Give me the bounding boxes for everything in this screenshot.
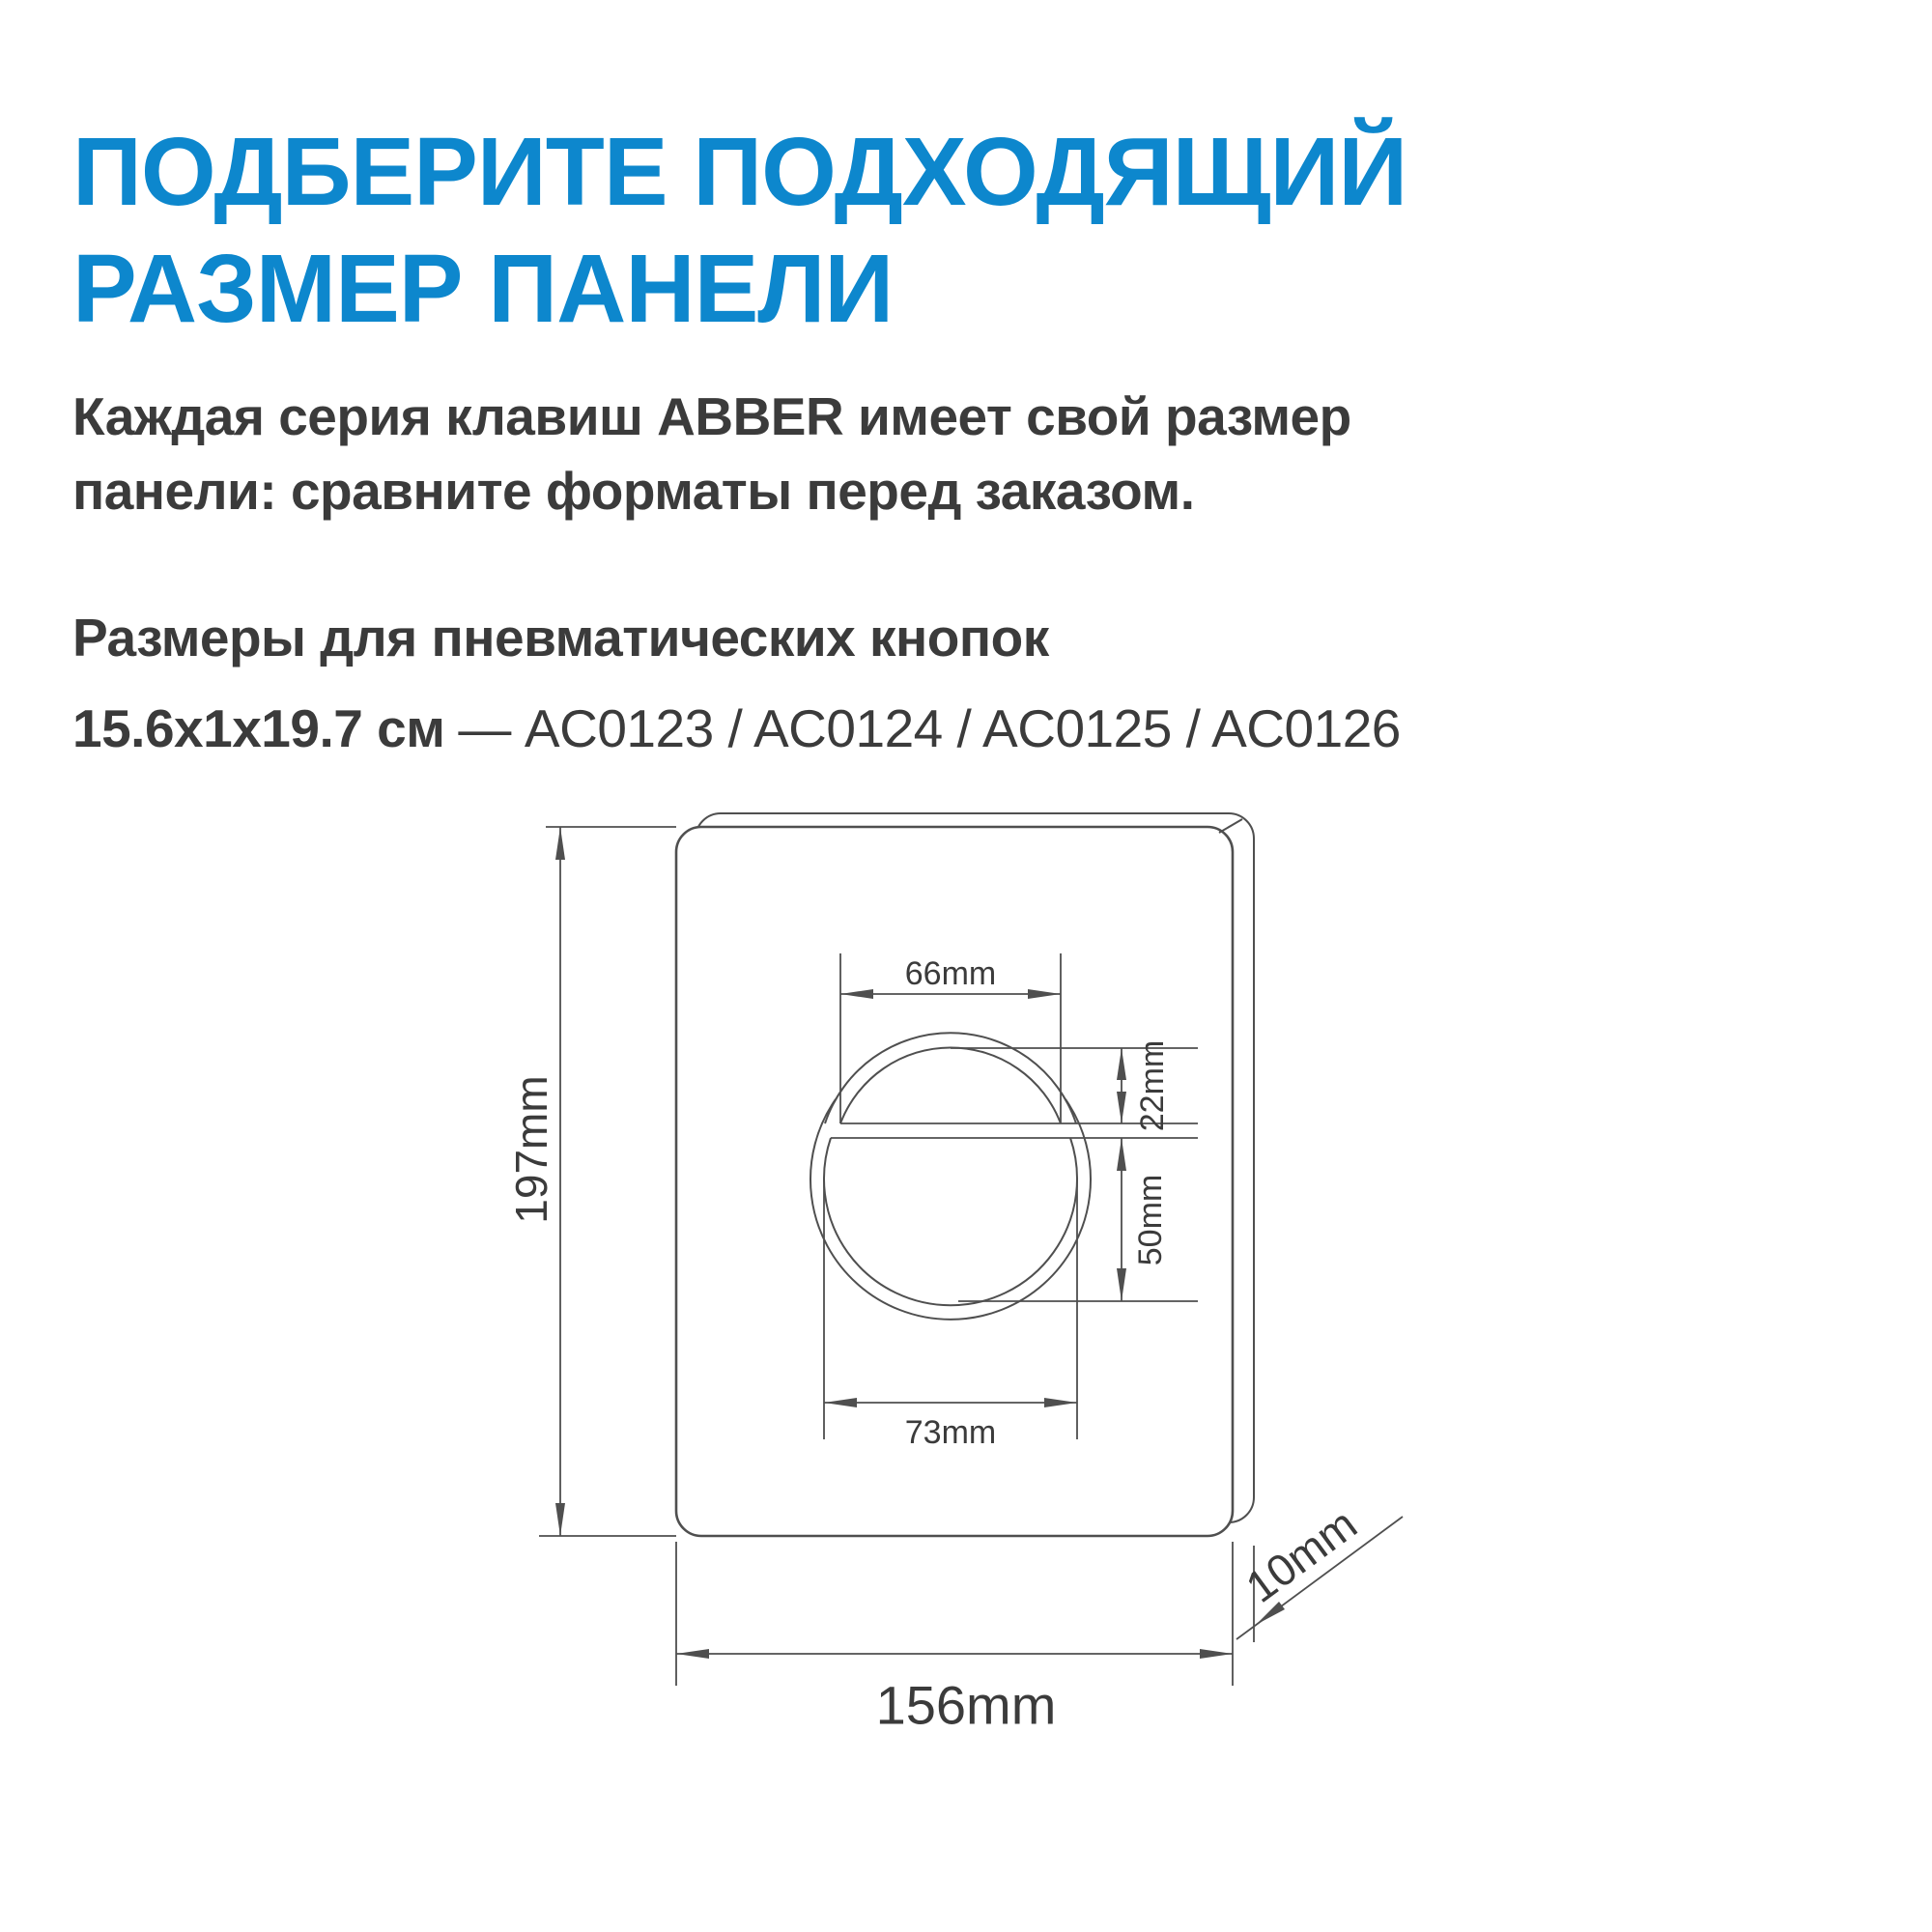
panel-width-arrow-left — [676, 1649, 709, 1659]
bottom-width-dim-label: 73mm — [904, 1414, 997, 1451]
top-width-dim-label: 66mm — [904, 955, 997, 992]
height-arrow-bottom — [555, 1503, 565, 1536]
spec-separator: — — [458, 698, 511, 758]
height-arrow-top — [555, 827, 565, 860]
depth-dim-label: 10mm — [1236, 1498, 1366, 1612]
intro-text-line1: Каждая серия клавиш ABBER имеет свой размер — [72, 386, 1351, 446]
page-title-line2: РАЗМЕР ПАНЕЛИ — [72, 235, 894, 343]
height-dim-label: 197mm — [506, 1075, 556, 1224]
panel-width-dim-label: 156mm — [875, 1674, 1057, 1736]
intro-text-line2: панели: сравните форматы перед заказом. — [72, 461, 1195, 521]
spec-model-codes: AC0123 / AC0124 / AC0125 / AC0126 — [524, 698, 1401, 758]
section-heading: Размеры для пневматических кнопок — [72, 608, 1049, 668]
spec-dimensions: 15.6x1x19.7 см — [72, 698, 445, 758]
page-title-line1: ПОДБЕРИТЕ ПОДХОДЯЩИЙ — [72, 118, 1407, 226]
panel-width-arrow-right — [1200, 1649, 1233, 1659]
small-height-dim-label: 22mm — [1134, 1039, 1171, 1132]
panel-corner-bevel-line — [1219, 819, 1242, 833]
large-height-dim-label: 50mm — [1132, 1174, 1169, 1266]
